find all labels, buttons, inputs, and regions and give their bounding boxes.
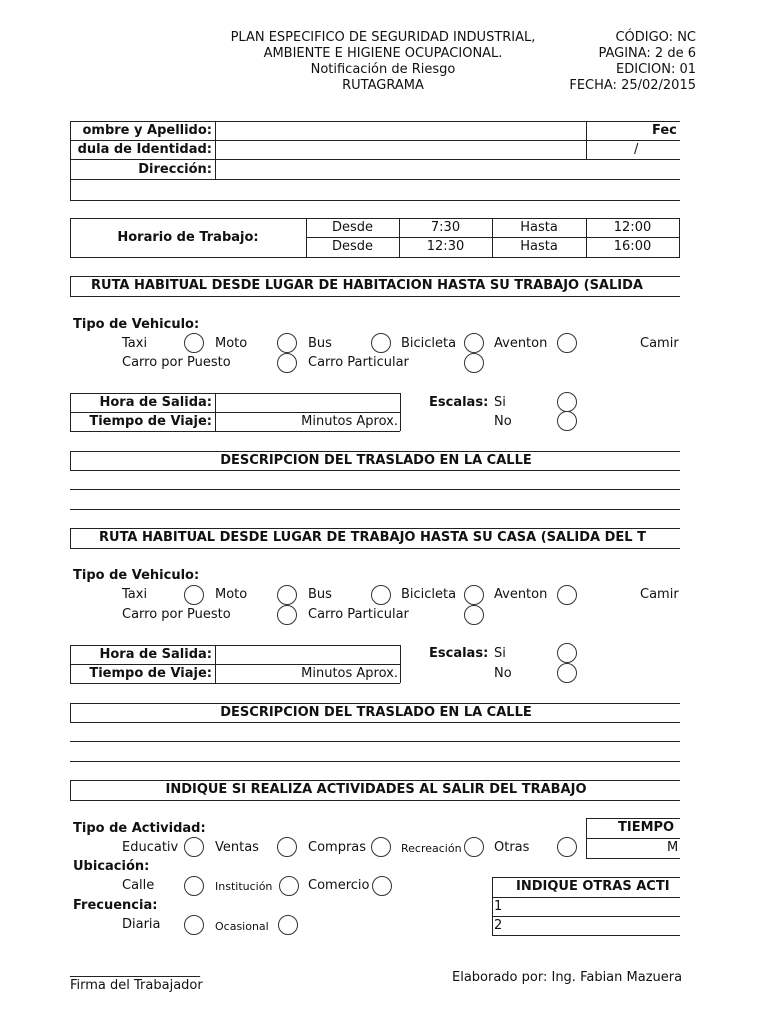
ruta2-radio-moto[interactable]: [277, 585, 297, 605]
ruta1-descripcion-box: [70, 451, 680, 471]
hasta-value: 16:00: [613, 239, 652, 254]
doc-title-line2: AMBIENTE E HIGIENE OCUPACIONAL.: [263, 46, 503, 61]
cedula-field[interactable]: [216, 141, 585, 158]
ubicacion-label: Ubicación:: [73, 859, 150, 874]
ruta1-minutos-label: Minutos Aprox.: [301, 414, 398, 429]
ruta1-opt-bus: Bus: [308, 336, 332, 351]
frecuencia-opt-ocasional: Ocasional: [215, 920, 269, 933]
actividad-radio-recreacion[interactable]: [464, 837, 484, 857]
doc-title-line3: Notificación de Riesgo: [310, 62, 456, 77]
ruta1-opt-bicicleta: Bicicleta: [401, 336, 457, 351]
ruta2-descripcion-title: DESCRIPCION DEL TRASLADO EN LA CALLE: [220, 705, 532, 720]
ruta2-escalas-label: Escalas:: [429, 646, 489, 661]
ruta2-radio-aventon[interactable]: [557, 585, 577, 605]
ruta1-radio-taxi[interactable]: [184, 333, 204, 353]
otras-actividades-label: INDIQUE OTRAS ACTI: [516, 879, 670, 894]
ruta2-opt-bus: Bus: [308, 587, 332, 602]
ruta2-opt-camion: Camir: [640, 587, 679, 602]
actividad-radio-educativa[interactable]: [184, 837, 204, 857]
ruta1-line[interactable]: [70, 509, 680, 510]
ubicacion-opt-institucion: Institución: [215, 880, 273, 893]
ruta1-radio-bus[interactable]: [371, 333, 391, 353]
ruta2-title: RUTA HABITUAL DESDE LUGAR DE TRABAJO HASTA SU CASA (SALIDA DEL T: [99, 530, 646, 545]
ruta1-opt-aventon: Aventon: [494, 336, 548, 351]
ruta1-title: RUTA HABITUAL DESDE LUGAR DE HABITACION HASTA SU TRABAJO (SALIDA: [91, 278, 643, 293]
otras-row-field[interactable]: [504, 917, 680, 934]
ruta1-hora-salida-field[interactable]: [216, 394, 399, 411]
otras-row-field[interactable]: [504, 898, 680, 915]
ruta1-hora-salida-label: Hora de Salida:: [99, 395, 212, 410]
actividad-opt-educativa: Educativ: [122, 840, 179, 855]
ruta2-hora-salida-field[interactable]: [216, 646, 399, 663]
ruta1-opt-moto: Moto: [215, 336, 248, 351]
ruta2-radio-taxi[interactable]: [184, 585, 204, 605]
nombre-label: ombre y Apellido:: [82, 123, 212, 138]
ubicacion-radio-calle[interactable]: [184, 876, 204, 896]
direccion-field[interactable]: [216, 160, 680, 178]
ruta1-opt-carro-puesto: Carro por Puesto: [122, 355, 231, 370]
ruta2-radio-bus[interactable]: [371, 585, 391, 605]
ruta1-radio-carro-particular[interactable]: [464, 353, 484, 373]
frecuencia-radio-diaria[interactable]: [184, 915, 204, 935]
ruta2-opt-carro-particular: Carro Particular: [308, 607, 409, 622]
ruta1-radio-aventon[interactable]: [557, 333, 577, 353]
firma-label: Firma del Trabajador: [70, 978, 203, 993]
actividad-opt-otras: Otras: [494, 840, 530, 855]
cedula-label: dula de Identidad:: [77, 142, 212, 157]
tiempo-label: TIEMPO: [618, 820, 675, 835]
ruta1-escalas-label: Escalas:: [429, 395, 489, 410]
ruta2-opt-taxi: Taxi: [122, 587, 148, 602]
fecha-label: Fec: [652, 123, 677, 138]
otras-row-number: 2: [494, 918, 503, 933]
doc-title-line1: PLAN ESPECIFICO DE SEGURIDAD INDUSTRIAL,: [230, 30, 536, 45]
ruta2-tipo-label: Tipo de Vehiculo:: [73, 568, 200, 583]
doc-edicion: EDICION: 01: [616, 62, 696, 77]
direccion-label: Dirección:: [138, 162, 212, 177]
ruta2-radio-carro-particular[interactable]: [464, 605, 484, 625]
ruta2-minutos-label: Minutos Aprox.: [301, 666, 398, 681]
ruta2-line[interactable]: [70, 761, 680, 762]
ruta2-opt-aventon: Aventon: [494, 587, 548, 602]
doc-fecha: FECHA: 25/02/2015: [569, 78, 696, 93]
ruta1-opt-carro-particular: Carro Particular: [308, 355, 409, 370]
hasta-label: Hasta: [520, 220, 558, 235]
ruta2-radio-carro-puesto[interactable]: [277, 605, 297, 625]
ruta1-tiempo-viaje-label: Tiempo de Viaje:: [89, 414, 212, 429]
otras-row-number: 1: [494, 899, 503, 914]
desde-value: 7:30: [430, 220, 461, 235]
ruta1-radio-carro-puesto[interactable]: [277, 353, 297, 373]
nombre-field[interactable]: [216, 122, 585, 139]
doc-codigo: CÓDIGO: NC: [615, 30, 696, 45]
ubicacion-opt-comercio: Comercio: [308, 878, 370, 893]
tiempo-value: M: [667, 840, 679, 855]
hasta-value: 12:00: [613, 220, 652, 235]
ruta1-tipo-label: Tipo de Vehiculo:: [73, 317, 200, 332]
actividades-title: INDIQUE SI REALIZA ACTIVIDADES AL SALIR DEL TRABAJO: [165, 782, 587, 797]
ruta1-line[interactable]: [70, 489, 680, 490]
ubicacion-radio-comercio[interactable]: [372, 876, 392, 896]
doc-title-line4: RUTAGRAMA: [342, 78, 424, 93]
ruta1-radio-bicicleta[interactable]: [464, 333, 484, 353]
fecha-separator: /: [634, 142, 639, 157]
actividades-title-box: [70, 780, 680, 801]
ruta2-escalas-si: Si: [494, 646, 506, 661]
ruta1-opt-taxi: Taxi: [122, 336, 148, 351]
actividad-radio-otras[interactable]: [557, 837, 577, 857]
ruta1-escalas-no: No: [494, 414, 512, 429]
ruta2-line[interactable]: [70, 741, 680, 742]
ruta2-title-box: [70, 528, 680, 549]
frecuencia-label: Frecuencia:: [73, 898, 158, 913]
actividad-radio-ventas[interactable]: [277, 837, 297, 857]
ruta1-radio-moto[interactable]: [277, 333, 297, 353]
ruta2-descripcion-box: [70, 703, 680, 723]
ruta2-opt-carro-puesto: Carro por Puesto: [122, 607, 231, 622]
ruta1-descripcion-title: DESCRIPCION DEL TRASLADO EN LA CALLE: [220, 453, 532, 468]
elaborado-por: Elaborado por: Ing. Fabian Mazuera: [452, 970, 683, 985]
ruta2-escalas-no: No: [494, 666, 512, 681]
ruta2-radio-no[interactable]: [557, 663, 577, 683]
desde-value: 12:30: [426, 239, 465, 254]
firma-line: ____________________: [70, 963, 200, 978]
ruta1-opt-camion: Camir: [640, 336, 679, 351]
actividad-radio-compras[interactable]: [371, 837, 391, 857]
ruta2-opt-moto: Moto: [215, 587, 248, 602]
ruta2-radio-bicicleta[interactable]: [464, 585, 484, 605]
ubicacion-opt-calle: Calle: [122, 878, 155, 893]
hasta-label: Hasta: [520, 239, 558, 254]
ruta2-hora-salida-label: Hora de Salida:: [99, 647, 212, 662]
actividad-opt-recreacion: Recreación: [401, 842, 462, 855]
ruta2-opt-bicicleta: Bicicleta: [401, 587, 457, 602]
ruta1-radio-no[interactable]: [557, 411, 577, 431]
desde-label: Desde: [331, 220, 374, 235]
ruta2-tiempo-viaje-label: Tiempo de Viaje:: [89, 666, 212, 681]
ubicacion-radio-institucion[interactable]: [279, 876, 299, 896]
doc-pagina: PAGINA: 2 de 6: [598, 46, 696, 61]
ruta1-radio-si[interactable]: [557, 392, 577, 412]
frecuencia-opt-diaria: Diaria: [122, 917, 161, 932]
frecuencia-radio-ocasional[interactable]: [278, 915, 298, 935]
ruta2-radio-si[interactable]: [557, 643, 577, 663]
desde-label: Desde: [331, 239, 374, 254]
actividad-tipo-label: Tipo de Actividad:: [73, 821, 206, 836]
actividad-opt-ventas: Ventas: [215, 840, 259, 855]
ruta1-title-box: [70, 276, 680, 297]
actividad-opt-compras: Compras: [308, 840, 367, 855]
ruta1-escalas-si: Si: [494, 395, 506, 410]
horario-label: Horario de Trabajo:: [117, 230, 259, 245]
